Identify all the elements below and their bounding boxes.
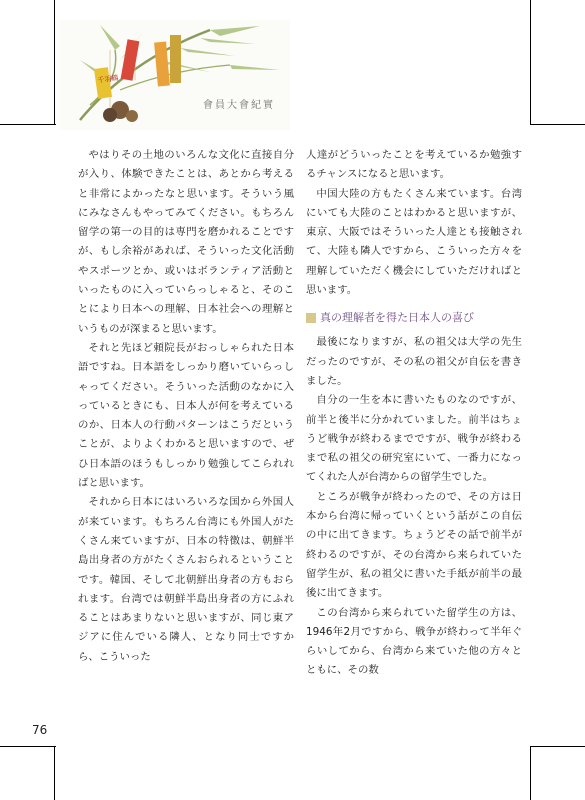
paragraph: それから日本にはいろいろな国から外国人が来ています。もちろん台湾にも外国人がたくさん来ていますが、日本の特徴は、朝鮮半島出身者の方がたくさんおられるということです。韓国、そして北朝鮮出身者の方もおられます。台湾では朝鮮半島出身者の方にふれることはあまりないと思いますが、同じ東アジアに住んでいる隣人、となり同士ですから、こういった — [78, 496, 294, 663]
tanabata-bamboo-illustration — [60, 20, 290, 130]
crop-line-right-bottom — [530, 746, 531, 800]
paragraph: この台湾から来られていた留学生の方は、1946年2月ですから、戦争が終わって半年ぐらいしてから、台湾から来ていた他の方々とともに、その数 — [306, 606, 522, 677]
crop-line-bottom-left — [0, 746, 56, 747]
tanzaku-text: 千羽鶴 — [97, 73, 119, 85]
paragraph: やはりその土地のいろんな文化に直接自分が入り、体験できたことは、あとから考えると非常によかったなと思います。そういう風にみなさんもやってみてください。もちろん留学の第一の目的は専門を磨かれることですが、もし余裕があれば、そういった文化活動やスポーツとか、或いはボランティア活動といったものに入っていらっしゃると、そのことにより日本への理解、日本社会への理解というものが深まると思います。 — [78, 149, 294, 335]
section-label: 會員大會紀實 — [203, 100, 275, 111]
paragraph: 中国大陸の方もたくさん来ています。台湾にいても大陸のことはわかると思いますが、東京、大阪ではそういった人達とも接触されて、大陸も隣人ですから、こういった方々を理解していただく機会にしていただければと思います。 — [306, 187, 522, 297]
paragraph: 人達がどういったことを考えているか勉強するチャンスになると思います。 — [306, 149, 522, 181]
right-column — [306, 146, 522, 681]
paragraph: それと先ほど頼院長がおっしゃられた日本語ですね。日本語をしっかり磨いていらっしゃってください。そういった活動のなかに入っているときにも、日本人が何を考えているのか、日本人の行動パターンはこうだということが、よりよくわかると思いますので、ぜひ日本語のほうもしっかり勉強してこられればと思います。 — [78, 341, 294, 490]
section-heading-text: 真の理解者を得た日本人の喜び — [320, 311, 474, 325]
page-number: 76 — [32, 723, 48, 737]
section-heading — [306, 308, 522, 327]
heading-marker-icon — [306, 313, 316, 323]
paragraph: 最後になりますが、私の祖父は大学の先生だったのですが、その私の祖父が自伝を書きました。 — [306, 336, 522, 387]
crop-line-top-left — [0, 124, 56, 125]
paragraph: ところが戦争が終わったので、その方は日本から台湾に帰っていくという話がこの自伝の中に出てきます。ちょうどその話で前半が終わるのですが、その台湾から来られていた留学生が、私の祖父に書いた手紙が前半の最後に出てきます。 — [306, 490, 522, 600]
crop-line-left-top — [54, 0, 55, 124]
crop-line-right-top — [530, 0, 531, 124]
crop-line-left-bottom — [54, 746, 55, 800]
left-column — [78, 146, 294, 667]
crop-line-top-right — [530, 124, 585, 125]
crop-line-bottom-right — [530, 746, 585, 747]
paragraph: 自分の一生を本に書いたものなのですが、前半と後半に分かれていました。前半はちょうど戦争が終わるまでですが、戦争が終わるまで私の祖父の研究室にいて、一番力になってくれた人が台湾からの留学生でした。 — [306, 394, 522, 484]
